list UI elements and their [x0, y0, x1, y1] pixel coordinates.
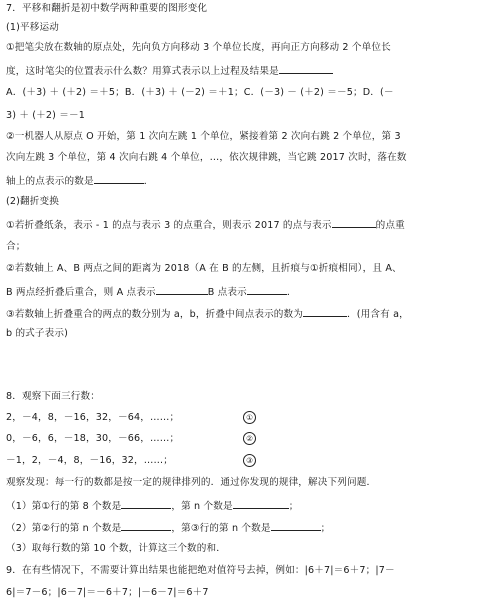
q7-part5-line2: b 的式子表示) — [6, 328, 69, 339]
q8-sub1: （1）第①行的第 8 个数是 ，第 n 个数是 ； — [6, 498, 298, 514]
q7-part1-line2-text: 度，这时笔尖的位置表示什么数？用算式表示以上过程及结果是 — [6, 66, 279, 77]
q7-part5-text-b: ．(用含有 a， — [347, 309, 409, 320]
q7-part5-line1 — [6, 306, 409, 322]
q7-section-fold: (2)翻折变换 — [6, 196, 60, 207]
answer-blank[interactable] — [332, 217, 376, 228]
q7-part1-line1: ①把笔尖放在数轴的原点处，先向负方向移动 3 个单位长度，再向正方向移动 2 个单位长 — [6, 42, 391, 53]
q7-part2-line3-text: 轴上的点表示的数是 — [6, 176, 94, 187]
q8-sub2-text-a: （2）第②行的第 n 个数是 — [6, 523, 122, 534]
answer-blank[interactable] — [279, 63, 333, 74]
q7-part3-text-b: 的点重 — [375, 220, 405, 231]
q7-part4-text-b: B 点表示 — [207, 287, 247, 298]
q7-part4-line2: B 两点经折叠后重合，则 A 点表示 B 点表示 ． — [6, 284, 297, 300]
answer-blank[interactable] — [247, 284, 287, 295]
q7-section-translation: (1)平移运动 — [6, 22, 60, 33]
q8-sub1-text-b: ，第 n 个数是 — [171, 501, 233, 512]
answer-blank[interactable] — [94, 173, 144, 184]
q8-sub3: （3）取每行数的第 10 个数，计算这三个数的和． — [6, 543, 227, 554]
q8-sub2-text-b: ，第③行的第 n 个数是 — [171, 523, 271, 534]
answer-blank[interactable] — [121, 498, 171, 509]
answer-blank[interactable] — [121, 520, 171, 531]
q8-row-2: 0，－6，6，－18，30，－66，……； — [6, 433, 180, 444]
q7-choices-line2: 3) ＋ (＋2) ＝－1 — [6, 110, 86, 121]
q8-row-3: －1，2，－4，8，－16，32，……； — [6, 455, 173, 466]
q7-part2-line2: 次向左跳 3 个单位，第 4 次向右跳 4 个单位，…，依次规律跳，当它跳 2017 次时，落在数 — [6, 152, 407, 163]
q8-sub1-text-a: （1）第①行的第 8 个数是 — [6, 501, 122, 512]
q7-part4-text-a: B 两点经折叠后重合，则 A 点表示 — [6, 287, 156, 298]
q7-part3-text-a: ①若折叠纸条，表示 - 1 的点与表示 3 的点重合，则表示 2017 的点与表示 — [6, 220, 332, 231]
q7-part1-line2 — [6, 63, 333, 79]
q9-line2: 6|＝7－6；|6－7|＝－6＋7；|－6－7|＝6＋7 — [6, 587, 209, 598]
answer-blank[interactable] — [271, 520, 321, 531]
q7-title: 7．平移和翻折是初中数学两种重要的图形变化 — [6, 3, 208, 14]
q8-title: 8．观察下面三行数： — [6, 391, 100, 402]
answer-blank[interactable] — [233, 498, 289, 509]
q8-observation: 观察发现：每一行的数都是按一定的规律排列的．通过你发现的规律，解决下列问题． — [6, 477, 377, 488]
row-marker-3: ③ — [243, 454, 256, 467]
q7-part2-line1: ②一机器人从原点 O 开始，第 1 次向左跳 1 个单位，紧接着第 2 次向右跳 2 个单位，第 3 — [6, 131, 401, 142]
row-marker-2: ② — [243, 432, 256, 445]
q8-sub2: （2）第②行的第 n 个数是 ，第③行的第 n 个数是 ； — [6, 520, 330, 536]
q7-part5-text-a: ③若数轴上折叠重合的两点的数分别为 a，b，折叠中间点表示的数为 — [6, 309, 304, 320]
row-marker-1: ① — [243, 411, 256, 424]
q8-row-1: 2，－4，8，－16，32，－64，……； — [6, 412, 180, 423]
q7-part3-line1 — [6, 217, 405, 233]
q9-line1: 9．在有些情况下，不需要计算出结果也能把绝对值符号去掉，例如：|6＋7|＝6＋7；|7－ — [6, 565, 395, 576]
q7-part2-line3: 轴上的点表示的数是 ． — [6, 173, 153, 189]
answer-blank[interactable] — [156, 284, 208, 295]
q7-choices-line1: A．(＋3) ＋ (＋2) ＝＋5；B．(＋3) ＋ (－2) ＝＋1；C．(－3) － (＋2) ＝－5；D．(－ — [6, 87, 394, 98]
q7-part4-line1: ②若数轴上 A、B 两点之间的距离为 2018（A 在 B 的左侧，且折痕与①折痕相同），且 A、 — [6, 263, 402, 274]
q7-part3-line2: 合； — [6, 241, 26, 252]
answer-blank[interactable] — [303, 306, 347, 317]
